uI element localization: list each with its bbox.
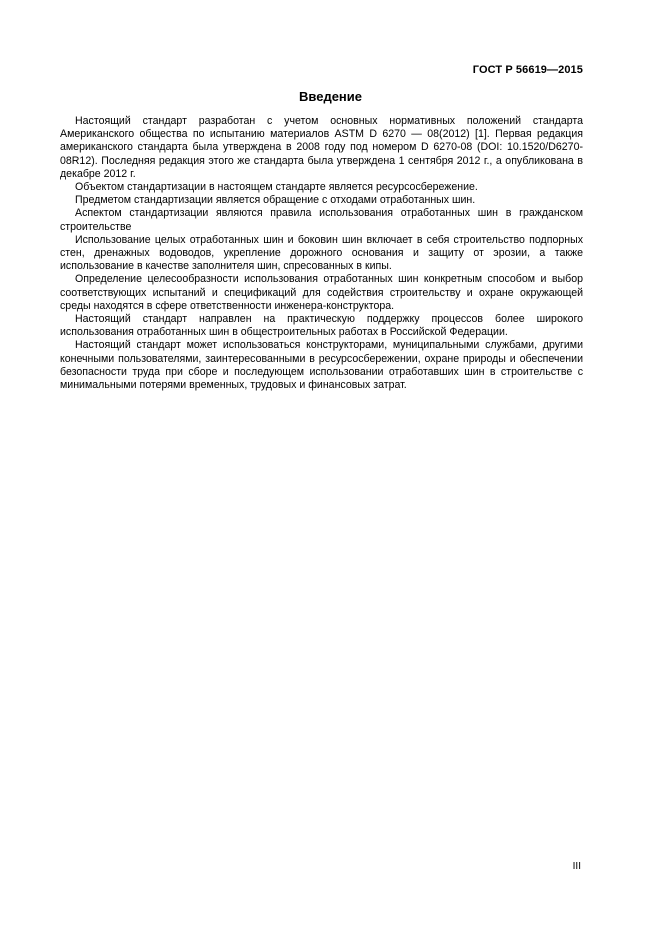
paragraph: Определение целесообразности использования отработанных шин конкретным способом и выбор соответствующих испытаний и спецификаций для содействия строительству и охране окружающей среды находятся в сфере ответственности инженера-конструктора. — [60, 273, 583, 312]
paragraph: Настоящий стандарт направлен на практическую поддержку процессов более широкого использования отработанных шин в общестроительных работах в Российской Федерации. — [60, 313, 583, 339]
paragraph: Аспектом стандартизации являются правила использования отработанных шин в гражданском строительстве — [60, 207, 583, 233]
paragraph: Предметом стандартизации является обращение с отходами отработанных шин. — [75, 194, 476, 207]
paragraph: Настоящий стандарт разработан с учетом основных нормативных положений стандарта Американского общества по испытанию материалов ASTM D 6270 — 08(2012) [1]. Первая редакция американского стандарта была утверждена в 2008 году под номером D 6270-08 (DOI: 10.1520/D6270-08R12). Последняя редакция этого же стандарта была утверждена 1 сентября 2012 г., а опубликована в декабре 2012 г. — [60, 115, 583, 180]
paragraph: Использование целых отработанных шин и боковин шин включает в себя строительство подпорных стен, дренажных водоводов, укрепление дорожного основания и защиту от эрозии, а также использование в качестве заполнителя шин, спресованных в кипы. — [60, 233, 583, 273]
paragraph: Объектом стандартизации в настоящем стандарте является ресурсосбережение. — [75, 181, 478, 194]
body-text — [60, 115, 583, 392]
document-code: ГОСТ Р 56619—2015 — [472, 64, 583, 76]
section-title: Введение — [299, 89, 362, 104]
page-number: III — [572, 861, 581, 872]
paragraph: Настоящий стандарт может использоваться конструкторами, муниципальными службами, другими конечными пользователями, заинтересованными в ресурсосбережении, охране природы и обеспечении безопасности труда при сборе и последующем использовании отработавших шин в строительстве с минимальными потерями временных, трудовых и финансовых затрат. — [60, 339, 583, 392]
